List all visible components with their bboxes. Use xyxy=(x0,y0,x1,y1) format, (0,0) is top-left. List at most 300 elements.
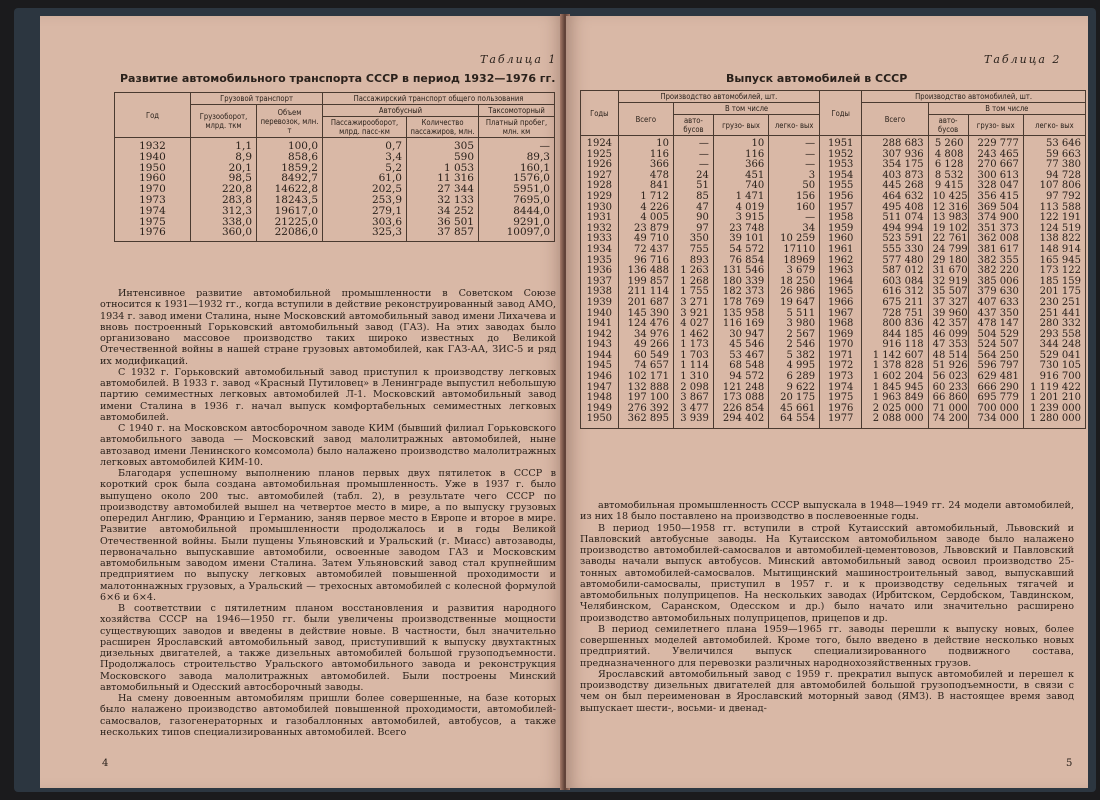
cell-total: 211 114 xyxy=(618,287,673,298)
cell-freight-turnover: 338,0 xyxy=(191,217,257,228)
cell-buses: 48 514 xyxy=(928,351,968,362)
cell-total: 197 100 xyxy=(618,393,673,404)
cell-buses: 24 xyxy=(674,171,714,182)
cell-buses: 9 415 xyxy=(928,181,968,192)
cell-trucks: 180 339 xyxy=(713,277,768,288)
cell-trucks: 328 047 xyxy=(968,181,1023,192)
cell-taxi-mileage: 89,3 xyxy=(479,152,555,163)
cell-cars: 64 554 xyxy=(769,414,820,428)
cell-year: 1924 xyxy=(581,136,619,150)
paragraph: В соответствии с пятилетним планом восстановления и развития народного хозяйства СССР на 1946—1950 гг. были увеличены производственные мощности существующих заводов и введены в действие новые. В частности, был значительно расширен Ярославский автомобильный завод, приступивший к выпуску двухтактных дизельных двигателей, а также дизельных автомобилей большой грузоподъемности. Продолжалось строительство Уральского автомобильного завода и реконструкция Московского завода малолитражных автомобилей. Были построены Минский автомобильный и Одесский автосборочный заводы. xyxy=(100,603,556,693)
cell-freight-turnover: 312,3 xyxy=(191,206,257,217)
cell-cars: 77 380 xyxy=(1023,160,1085,171)
cell-trucks: 131 546 xyxy=(713,266,768,277)
cell-buses: 74 200 xyxy=(928,414,968,428)
cell-freight-turnover: 1,1 xyxy=(191,138,257,152)
cell-buses: 350 xyxy=(674,234,714,245)
cell-total: 1 845 945 xyxy=(862,383,928,394)
cell-trucks: 1 471 xyxy=(713,192,768,203)
col-trucks-a: грузо- вых xyxy=(713,115,768,136)
cell-pass-turnover: 202,5 xyxy=(323,184,407,195)
cell-trucks: 385 006 xyxy=(968,277,1023,288)
cell-cars: 201 175 xyxy=(1023,287,1085,298)
cell-buses: 47 xyxy=(674,203,714,214)
table-row xyxy=(115,217,555,228)
cell-year: 1958 xyxy=(820,213,862,224)
cell-total: 587 012 xyxy=(862,266,928,277)
cell-freight-volume: 14622,8 xyxy=(257,184,323,195)
cell-freight-volume: 19617,0 xyxy=(257,206,323,217)
cell-buses: 3 271 xyxy=(674,298,714,309)
cell-year: 1935 xyxy=(581,256,619,267)
cell-year: 1932 xyxy=(581,224,619,235)
cell-year: 1960 xyxy=(820,234,862,245)
cell-trucks: 94 572 xyxy=(713,372,768,383)
cell-buses: 1 173 xyxy=(674,340,714,351)
paragraph: Ярославский автомобильный завод с 1959 г. прекратил выпуск автомобилей и перешел к производству дизельных двигателей для автомобилей большой грузоподъемности, в связи с чем он был переименован в Ярославский моторный завод (ЯМЗ). В настоящее время завод выпускает шести-, восьми- и двенад- xyxy=(580,668,1074,714)
cell-year: 1948 xyxy=(581,393,619,404)
cell-pass-count: 11 316 xyxy=(407,173,479,184)
cell-year: 1953 xyxy=(820,160,862,171)
table-row xyxy=(115,152,555,163)
col-group-bus: Автобусный xyxy=(323,105,479,117)
col-pass-turnover: Пассажирооборот, млрд. пасс-км xyxy=(323,117,407,138)
cell-buses: 51 926 xyxy=(928,361,968,372)
cell-year: 1964 xyxy=(820,277,862,288)
cell-taxi-mileage: 5951,0 xyxy=(479,184,555,195)
cell-trucks: 294 402 xyxy=(713,414,768,428)
cell-trucks: 10 xyxy=(713,136,768,150)
cell-total: 23 879 xyxy=(618,224,673,235)
cell-total: 841 xyxy=(618,181,673,192)
cell-cars: 5 511 xyxy=(769,309,820,320)
cell-taxi-mileage: 7695,0 xyxy=(479,195,555,206)
cell-trucks: 270 667 xyxy=(968,160,1023,171)
cell-trucks: 695 779 xyxy=(968,393,1023,404)
cell-total: 116 xyxy=(618,150,673,161)
cell-year: 1973 xyxy=(820,372,862,383)
cell-total: 132 888 xyxy=(618,383,673,394)
cell-pass-count: 1 053 xyxy=(407,163,479,174)
cell-cars: 251 441 xyxy=(1023,309,1085,320)
cell-freight-volume: 18243,5 xyxy=(257,195,323,206)
cell-trucks: 666 290 xyxy=(968,383,1023,394)
col-group-freight: Грузовой транспорт xyxy=(191,93,323,105)
cell-trucks: 369 504 xyxy=(968,203,1023,214)
cell-year: 1934 xyxy=(581,245,619,256)
table-row xyxy=(115,195,555,206)
cell-cars: 148 914 xyxy=(1023,245,1085,256)
cell-year: 1967 xyxy=(820,309,862,320)
cell-buses: 60 233 xyxy=(928,383,968,394)
cell-buses: 71 000 xyxy=(928,404,968,415)
cell-pass-turnover: 279,1 xyxy=(323,206,407,217)
cell-cars: 18969 xyxy=(769,256,820,267)
col-trucks-b: грузо- вых xyxy=(968,115,1023,136)
cell-freight-turnover: 20,1 xyxy=(191,163,257,174)
cell-total: 844 185 xyxy=(862,330,928,341)
table-1 xyxy=(114,92,555,242)
cell-cars: 18 250 xyxy=(769,277,820,288)
cell-taxi-mileage: — xyxy=(479,138,555,152)
cell-cars: 138 822 xyxy=(1023,234,1085,245)
cell-cars: 94 728 xyxy=(1023,171,1085,182)
cell-freight-volume: 1859,2 xyxy=(257,163,323,174)
cell-year: 1940 xyxy=(115,152,191,163)
cell-year: 1950 xyxy=(581,414,619,428)
left-page xyxy=(40,16,564,788)
paragraph: В период 1950—1958 гг. вступили в строй Кутаисский автомобильный, Львовский и Павловский автобусные заводы. На Кутаисском автомобильном заводе было налажено производство автомобилей-самосвалов и автомобилей-цементовозов, Львовский и Павловский заводы начали выпуск автобусов. Минский автомобильный завод освоил производство 25-тонных автомобилей-самосвалов. Мытищинский машиностроительный завод, выпускавший автомобили-самосвалы, приступил в 1957 г. и к производству седельных тягачей и автомобильных полуприцепов. На нескольких заводах (Ирбитском, Сердобском, Тавдинском, Челябинском, Саранском, Одесском и др.) было начато или значительно расширено производство автомобильных полуприцепов, прицепов и др. xyxy=(580,522,1074,624)
cell-trucks: 524 507 xyxy=(968,340,1023,351)
cell-pass-turnover: 0,7 xyxy=(323,138,407,152)
cell-year: 1969 xyxy=(820,330,862,341)
cell-trucks: 121 248 xyxy=(713,383,768,394)
cell-pass-turnover: 303,6 xyxy=(323,217,407,228)
cell-buses: 90 xyxy=(674,213,714,224)
col-cars-a: легко- вых xyxy=(769,115,820,136)
paragraph: Интенсивное развитие автомобильной промышленности в Советском Союзе относится к 1931—1932 гг., когда вступили в действие реконструированный завод АМО, 1934 г. завод имени Сталина, ныне Московский автомобильный завод имени Лихачева и вновь построенный Горьковский автомобильный завод (ГАЗ). На этих заводах было организовано массовое производство таких широко известных до Великой Отечественной войны в нашей стране грузовых автомобилей, как ГАЗ-АА, ЗИС-5 и ряд их модификаций. xyxy=(100,288,556,367)
cell-freight-turnover: 360,0 xyxy=(191,227,257,241)
cell-trucks: 76 854 xyxy=(713,256,768,267)
cell-pass-count: 27 344 xyxy=(407,184,479,195)
cell-year: 1947 xyxy=(581,383,619,394)
cell-trucks: 135 958 xyxy=(713,309,768,320)
cell-trucks: 39 101 xyxy=(713,234,768,245)
cell-freight-volume: 22086,0 xyxy=(257,227,323,241)
cell-total: 1 378 828 xyxy=(862,361,928,372)
cell-buses: 37 327 xyxy=(928,298,968,309)
table-1-label: Таблица 1 xyxy=(480,53,558,66)
right-page xyxy=(566,16,1088,788)
cell-cars: 4 995 xyxy=(769,361,820,372)
cell-trucks: 68 548 xyxy=(713,361,768,372)
cell-buses: 8 532 xyxy=(928,171,968,182)
cell-year: 1960 xyxy=(115,173,191,184)
cell-cars: 730 105 xyxy=(1023,361,1085,372)
table-row xyxy=(115,206,555,217)
cell-trucks: 173 088 xyxy=(713,393,768,404)
col-group-taxi: Таксомоторный xyxy=(479,105,555,117)
cell-total: 403 873 xyxy=(862,171,928,182)
cell-pass-turnover: 253,9 xyxy=(323,195,407,206)
cell-trucks: 116 xyxy=(713,150,768,161)
cell-cars: 9 622 xyxy=(769,383,820,394)
cell-cars: — xyxy=(769,160,820,171)
cell-total: 96 716 xyxy=(618,256,673,267)
cell-cars: 1 280 000 xyxy=(1023,414,1085,428)
cell-year: 1938 xyxy=(581,287,619,298)
cell-cars: 1 201 210 xyxy=(1023,393,1085,404)
cell-total: 916 118 xyxy=(862,340,928,351)
table-row xyxy=(115,227,555,241)
cell-total: 577 480 xyxy=(862,256,928,267)
cell-buses: 2 098 xyxy=(674,383,714,394)
cell-cars: 160 xyxy=(769,203,820,214)
cell-total: 72 437 xyxy=(618,245,673,256)
cell-trucks: 356 415 xyxy=(968,192,1023,203)
cell-buses: 1 263 xyxy=(674,266,714,277)
col-buses-a: авто- бусов xyxy=(674,115,714,136)
cell-trucks: 4 019 xyxy=(713,203,768,214)
cell-year: 1972 xyxy=(820,361,862,372)
cell-pass-count: 37 857 xyxy=(407,227,479,241)
cell-total: 603 084 xyxy=(862,277,928,288)
cell-trucks: 54 572 xyxy=(713,245,768,256)
cell-total: 10 xyxy=(618,136,673,150)
cell-year: 1973 xyxy=(115,195,191,206)
cell-buses: 1 310 xyxy=(674,372,714,383)
cell-cars: 19 647 xyxy=(769,298,820,309)
cell-buses: 4 027 xyxy=(674,319,714,330)
cell-buses: 66 860 xyxy=(928,393,968,404)
cell-total: 2 025 000 xyxy=(862,404,928,415)
col-years-b: Годы xyxy=(820,91,862,136)
cell-cars: 529 041 xyxy=(1023,351,1085,362)
cell-pass-count: 34 252 xyxy=(407,206,479,217)
cell-year: 1957 xyxy=(820,203,862,214)
cell-year: 1941 xyxy=(581,319,619,330)
cell-buses: — xyxy=(674,160,714,171)
cell-year: 1955 xyxy=(820,181,862,192)
cell-cars: 3 980 xyxy=(769,319,820,330)
cell-trucks: 243 465 xyxy=(968,150,1023,161)
cell-buses: 42 357 xyxy=(928,319,968,330)
cell-total: 199 857 xyxy=(618,277,673,288)
cell-trucks: 226 854 xyxy=(713,404,768,415)
cell-buses: 1 268 xyxy=(674,277,714,288)
cell-total: 60 549 xyxy=(618,351,673,362)
cell-trucks: 734 000 xyxy=(968,414,1023,428)
cell-year: 1965 xyxy=(820,287,862,298)
col-cars-b: легко- вых xyxy=(1023,115,1085,136)
cell-buses: 19 102 xyxy=(928,224,968,235)
table-row xyxy=(115,138,555,152)
cell-year: 1962 xyxy=(820,256,862,267)
cell-trucks: 351 373 xyxy=(968,224,1023,235)
col-buses-b: авто- бусов xyxy=(928,115,968,136)
cell-year: 1976 xyxy=(820,404,862,415)
cell-total: 445 268 xyxy=(862,181,928,192)
cell-trucks: 3 915 xyxy=(713,213,768,224)
page-number-right: 5 xyxy=(1066,758,1073,769)
cell-buses: 31 670 xyxy=(928,266,968,277)
paragraph: На смену довоенным автомобилям пришли более совершенные, на базе которых было налажено производство автомобилей повышенной проходимости, автомобилей-самосвалов, газогенераторных и газобаллонных автомобилей, автобусов, а также нескольких типов специализированных автомобилей. Всего xyxy=(100,693,556,738)
cell-trucks: 437 350 xyxy=(968,309,1023,320)
cell-buses: 47 353 xyxy=(928,340,968,351)
cell-total: 288 683 xyxy=(862,136,928,150)
cell-buses: 51 xyxy=(674,181,714,192)
cell-pass-turnover: 61,0 xyxy=(323,173,407,184)
cell-buses: 12 316 xyxy=(928,203,968,214)
cell-taxi-mileage: 8444,0 xyxy=(479,206,555,217)
cell-year: 1936 xyxy=(581,266,619,277)
cell-buses: 1 703 xyxy=(674,351,714,362)
cell-pass-count: 32 133 xyxy=(407,195,479,206)
cell-cars: 916 700 xyxy=(1023,372,1085,383)
cell-year: 1959 xyxy=(820,224,862,235)
cell-year: 1949 xyxy=(581,404,619,415)
cell-year: 1942 xyxy=(581,330,619,341)
col-freight-turnover: Грузооборот, млрд. ткм xyxy=(191,105,257,138)
cell-total: 616 312 xyxy=(862,287,928,298)
cell-trucks: 596 797 xyxy=(968,361,1023,372)
col-year: Год xyxy=(115,93,191,138)
cell-cars: 107 806 xyxy=(1023,181,1085,192)
cell-total: 523 591 xyxy=(862,234,928,245)
cell-cars: 3 xyxy=(769,171,820,182)
cell-year: 1933 xyxy=(581,234,619,245)
cell-trucks: 740 xyxy=(713,181,768,192)
col-including-b: В том числе xyxy=(928,103,1085,115)
cell-total: 145 390 xyxy=(618,309,673,320)
cell-cars: 344 248 xyxy=(1023,340,1085,351)
cell-trucks: 381 617 xyxy=(968,245,1023,256)
cell-trucks: 366 xyxy=(713,160,768,171)
cell-buses: — xyxy=(674,150,714,161)
col-group-production-b: Производство автомобилей, шт. xyxy=(862,91,1086,103)
cell-trucks: 382 220 xyxy=(968,266,1023,277)
col-total-a: Всего xyxy=(618,103,673,136)
cell-cars: 230 251 xyxy=(1023,298,1085,309)
cell-cars: 97 792 xyxy=(1023,192,1085,203)
cell-buses: 893 xyxy=(674,256,714,267)
table-row xyxy=(581,414,1086,428)
cell-total: 464 632 xyxy=(862,192,928,203)
col-including-a: В том числе xyxy=(674,103,820,115)
cell-cars: 10 259 xyxy=(769,234,820,245)
page-number-left: 4 xyxy=(102,758,109,769)
right-body-text xyxy=(580,500,1074,714)
cell-total: 511 074 xyxy=(862,213,928,224)
cell-year: 1943 xyxy=(581,340,619,351)
cell-total: 494 994 xyxy=(862,224,928,235)
cell-cars: 113 588 xyxy=(1023,203,1085,214)
cell-taxi-mileage: 160,1 xyxy=(479,163,555,174)
cell-total: 366 xyxy=(618,160,673,171)
cell-cars: — xyxy=(769,136,820,150)
cell-year: 1939 xyxy=(581,298,619,309)
col-group-production-a: Производство автомобилей, шт. xyxy=(618,91,820,103)
cell-pass-count: 36 501 xyxy=(407,217,479,228)
cell-total: 1 602 204 xyxy=(862,372,928,383)
cell-trucks: 116 169 xyxy=(713,319,768,330)
cell-year: 1971 xyxy=(820,351,862,362)
cell-year: 1944 xyxy=(581,351,619,362)
cell-year: 1927 xyxy=(581,171,619,182)
col-group-passenger: Пассажирский транспорт общего пользования xyxy=(323,93,555,105)
paragraph: Благодаря успешному выполнению планов первых двух пятилеток в СССР в короткий срок была создана автомобильная промышленность. Уже в 1937 г. было выпущено около 200 тыс. автомобилей (табл. 2), в результате чего СССР по производству автомобилей вышел на четвертое место в мире, а по выпуску грузовых опередил Англию, Францию и Германию, заняв первое место в Европе и второе в мире. Развитие автомобильной промышленности продолжалось и в годы Великой Отечественной войны. Были пущены Ульяновский и Уральский (г. Миасс) автозаводы, первоначально выпускавшие автомобили, освоенные заводом ГАЗ и Московским автомобильным заводом имени Сталина. Затем Ульяновский завод стал крупнейшим предприятием по выпуску легковых автомобилей повышенной проходимости и малотоннажных грузовых, а Уральский — трехосных автомобилей с колесной формулой 6×6 и 6×4. xyxy=(100,468,556,603)
cell-trucks: 229 777 xyxy=(968,136,1023,150)
cell-year: 1937 xyxy=(581,277,619,288)
cell-trucks: 374 900 xyxy=(968,213,1023,224)
cell-year: 1931 xyxy=(581,213,619,224)
cell-year: 1956 xyxy=(820,192,862,203)
cell-cars: 26 986 xyxy=(769,287,820,298)
cell-year: 1954 xyxy=(820,171,862,182)
cell-cars: 50 xyxy=(769,181,820,192)
col-total-b: Всего xyxy=(862,103,928,136)
cell-cars: 6 289 xyxy=(769,372,820,383)
cell-total: 102 171 xyxy=(618,372,673,383)
table-1-title: Развитие автомобильного транспорта СССР в период 1932—1976 гг. xyxy=(120,72,556,85)
cell-cars: — xyxy=(769,150,820,161)
cell-trucks: 53 467 xyxy=(713,351,768,362)
cell-taxi-mileage: 9291,0 xyxy=(479,217,555,228)
cell-trucks: 504 529 xyxy=(968,330,1023,341)
cell-freight-turnover: 283,8 xyxy=(191,195,257,206)
cell-total: 478 xyxy=(618,171,673,182)
cell-cars: 173 122 xyxy=(1023,266,1085,277)
cell-total: 1 712 xyxy=(618,192,673,203)
cell-freight-turnover: 98,5 xyxy=(191,173,257,184)
cell-buses: 4 808 xyxy=(928,150,968,161)
cell-trucks: 629 481 xyxy=(968,372,1023,383)
cell-buses: 3 477 xyxy=(674,404,714,415)
cell-trucks: 182 373 xyxy=(713,287,768,298)
cell-cars: 1 119 422 xyxy=(1023,383,1085,394)
cell-buses: 29 180 xyxy=(928,256,968,267)
cell-cars: 280 332 xyxy=(1023,319,1085,330)
cell-year: 1975 xyxy=(820,393,862,404)
cell-year: 1945 xyxy=(581,361,619,372)
paragraph: автомобильная промышленность СССР выпускала в 1948—1949 гг. 24 модели автомобилей, из них 18 было поставлено на производство в послевоенные годы. xyxy=(580,500,1074,523)
cell-freight-volume: 100,0 xyxy=(257,138,323,152)
cell-total: 201 687 xyxy=(618,298,673,309)
cell-total: 728 751 xyxy=(862,309,928,320)
cell-buses: 39 960 xyxy=(928,309,968,320)
cell-total: 800 836 xyxy=(862,319,928,330)
table-row xyxy=(581,245,1086,256)
cell-buses: 3 939 xyxy=(674,414,714,428)
cell-total: 34 976 xyxy=(618,330,673,341)
cell-total: 2 088 000 xyxy=(862,414,928,428)
cell-buses: — xyxy=(674,136,714,150)
cell-pass-turnover: 325,3 xyxy=(323,227,407,241)
cell-trucks: 362 008 xyxy=(968,234,1023,245)
cell-cars: 293 558 xyxy=(1023,330,1085,341)
cell-total: 354 175 xyxy=(862,160,928,171)
table-row xyxy=(115,163,555,174)
cell-total: 74 657 xyxy=(618,361,673,372)
cell-pass-count: 590 xyxy=(407,152,479,163)
table-2-title: Выпуск автомобилей в СССР xyxy=(726,72,908,85)
cell-year: 1968 xyxy=(820,319,862,330)
cell-total: 124 476 xyxy=(618,319,673,330)
cell-total: 362 895 xyxy=(618,414,673,428)
cell-buses: 24 799 xyxy=(928,245,968,256)
cell-year: 1976 xyxy=(115,227,191,241)
cell-total: 307 936 xyxy=(862,150,928,161)
cell-year: 1928 xyxy=(581,181,619,192)
cell-trucks: 379 630 xyxy=(968,287,1023,298)
cell-buses: 5 260 xyxy=(928,136,968,150)
table-2-label: Таблица 2 xyxy=(984,53,1062,66)
table-row xyxy=(115,173,555,184)
cell-cars: 165 945 xyxy=(1023,256,1085,267)
table-row xyxy=(581,298,1086,309)
cell-buses: 6 128 xyxy=(928,160,968,171)
cell-buses: 3 867 xyxy=(674,393,714,404)
cell-year: 1952 xyxy=(820,150,862,161)
col-pass-count: Количество пассажиров, млн. xyxy=(407,117,479,138)
cell-taxi-mileage: 1576,0 xyxy=(479,173,555,184)
cell-buses: 10 425 xyxy=(928,192,968,203)
cell-cars: 17110 xyxy=(769,245,820,256)
cell-year: 1930 xyxy=(581,203,619,214)
cell-year: 1970 xyxy=(115,184,191,195)
cell-trucks: 564 250 xyxy=(968,351,1023,362)
cell-year: 1925 xyxy=(581,150,619,161)
